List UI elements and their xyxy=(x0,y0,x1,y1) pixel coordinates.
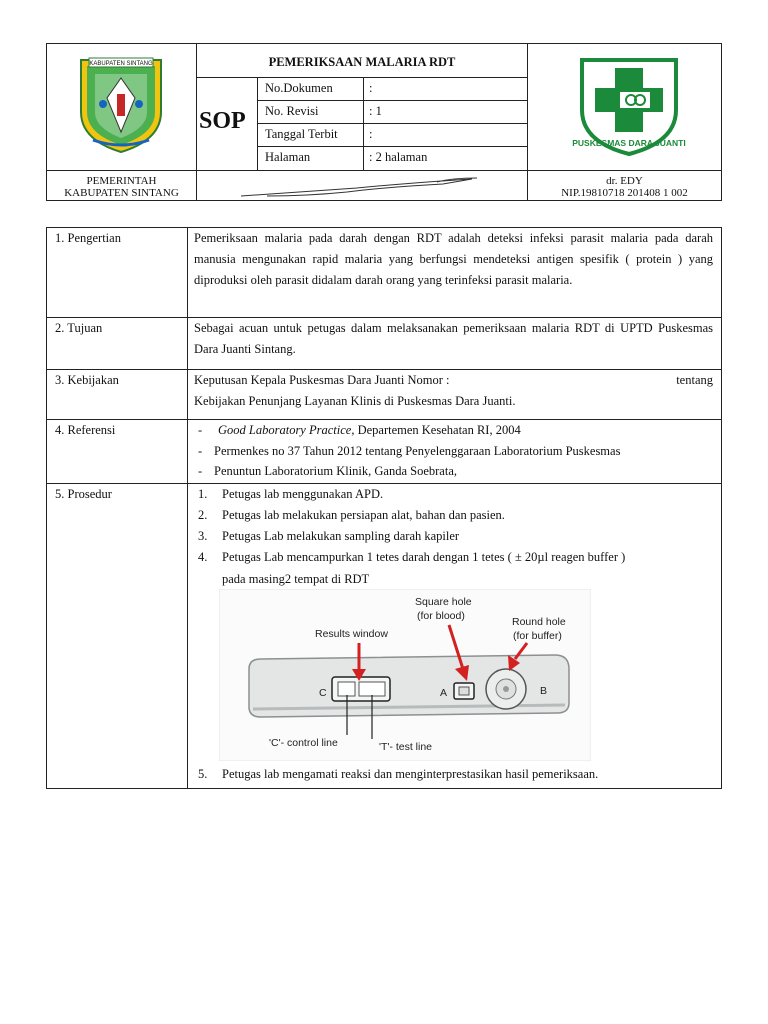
step-text: Petugas Lab melakukan sampling darah kapiler xyxy=(222,529,460,543)
label-control-line: 'C'- control line xyxy=(269,737,338,749)
section-tujuan xyxy=(47,318,721,370)
signer-name: dr. EDY xyxy=(606,175,643,187)
step-item xyxy=(198,529,459,544)
field-label-halaman: Halaman xyxy=(265,150,311,164)
reference-item xyxy=(198,423,521,438)
reference-text: Penuntun Laboratorium Klinik, Ganda Soebrata, xyxy=(214,464,457,478)
section-text: Pemeriksaan malaria pada darah dengan RDT adalah deteksi infeksi parasit malaria pada darah manusia mengunakan rapid malaria yang berfungsi mendeteksi antigen spesifik ( protein ) yang diproduksi oleh parasit didalam darah orang yang terinfeksi parasit malaria. xyxy=(194,231,713,287)
step-text: Petugas lab menggunakan APD. xyxy=(222,487,384,501)
step-number: 1. xyxy=(198,487,208,501)
reference-item xyxy=(198,444,620,459)
section-label: 1. Pengertian xyxy=(55,231,121,245)
step-item xyxy=(198,508,505,523)
section-pengertian xyxy=(47,228,721,318)
label-square-hole-sub: (for blood) xyxy=(417,610,465,622)
section-prosedur xyxy=(47,484,721,789)
step-number: 5. xyxy=(198,767,208,781)
sop-header xyxy=(46,43,722,201)
step-item-continuation xyxy=(198,572,369,587)
field-value-halaman: : 2 halaman xyxy=(369,150,428,164)
org-line-2: KABUPATEN SINTANG xyxy=(64,187,179,199)
reference-bullet: - xyxy=(198,464,203,478)
letter-c: C xyxy=(319,687,327,699)
step-text: pada masing2 tempat di RDT xyxy=(222,572,370,586)
label-results-window: Results window xyxy=(315,628,388,640)
org-line-1: PEMERINTAH xyxy=(86,175,157,187)
signer-nip: NIP.19810718 201408 1 002 xyxy=(561,187,688,199)
puskesmas-name: PUSKESMAS DARA JUANTI xyxy=(572,138,686,148)
step-item xyxy=(198,550,625,565)
section-label: 5. Prosedur xyxy=(55,487,112,501)
section-label: 3. Kebijakan xyxy=(55,373,119,387)
reference-italic-title: Good Laboratory Practice, xyxy=(218,423,355,437)
section-kebijakan xyxy=(47,370,721,420)
step-text: Petugas lab mengamati reaksi dan menginterprestasikan hasil pemeriksaan. xyxy=(222,767,599,781)
step-item xyxy=(198,767,598,782)
step-text: Petugas lab melakukan persiapan alat, bahan dan pasien. xyxy=(222,508,505,522)
kebijakan-tentang: tentang xyxy=(676,373,713,387)
kebijakan-line-2: Kebijakan Penunjang Layanan Klinis di Puskesmas Dara Juanti. xyxy=(194,394,516,408)
label-test-line: 'T'- test line xyxy=(379,741,433,753)
field-value-tanggal-terbit: : xyxy=(369,127,373,141)
letter-b: B xyxy=(540,685,548,697)
section-text: Sebagai acuan untuk petugas dalam melaksanakan pemeriksaan malaria RDT di UPTD Puskesmas Dara Juanti Sintang. xyxy=(194,321,713,356)
step-item xyxy=(198,487,383,502)
section-label: 2. Tujuan xyxy=(55,321,103,335)
step-number: 4. xyxy=(198,550,208,564)
label-round-hole: Round hole xyxy=(512,616,566,628)
kebijakan-line-1: Keputusan Kepala Puskesmas Dara Juanti Nomor : xyxy=(194,373,450,387)
label-square-hole: Square hole xyxy=(415,596,472,608)
step-text: Petugas Lab mencampurkan 1 tetes darah dengan 1 tetes ( ± 20µl reagen buffer ) xyxy=(222,550,626,564)
step-number: 2. xyxy=(198,508,208,522)
sop-label: SOP xyxy=(199,108,246,134)
reference-item xyxy=(198,464,457,479)
field-value-no-dokumen: : xyxy=(369,81,373,95)
reference-rest: Departemen Kesehatan RI, 2004 xyxy=(354,423,521,437)
puskesmas-logo xyxy=(574,50,684,160)
field-value-no-revisi: : 1 xyxy=(369,104,382,118)
field-label-no-revisi: No. Revisi xyxy=(265,104,319,118)
field-label-tanggal-terbit: Tanggal Terbit xyxy=(265,127,338,141)
signature xyxy=(237,174,487,200)
kabupaten-sintang-emblem xyxy=(73,54,169,154)
emblem-banner-text: KABUPATEN SINTANG xyxy=(89,61,153,67)
field-label-no-dokumen: No.Dokumen xyxy=(265,81,333,95)
document-title: PEMERIKSAAN MALARIA RDT xyxy=(268,55,456,69)
reference-bullet: - xyxy=(198,444,203,458)
rdt-cassette-diagram xyxy=(219,589,591,761)
letter-a: A xyxy=(440,687,448,699)
sop-content-table xyxy=(46,227,722,789)
reference-text: Permenkes no 37 Tahun 2012 tentang Penyelenggaraan Laboratorium Puskesmas xyxy=(214,444,621,458)
section-label: 4. Referensi xyxy=(55,423,116,437)
section-referensi xyxy=(47,420,721,484)
step-number: 3. xyxy=(198,529,208,543)
reference-bullet: - xyxy=(198,423,203,437)
label-round-hole-sub: (for buffer) xyxy=(513,630,562,642)
